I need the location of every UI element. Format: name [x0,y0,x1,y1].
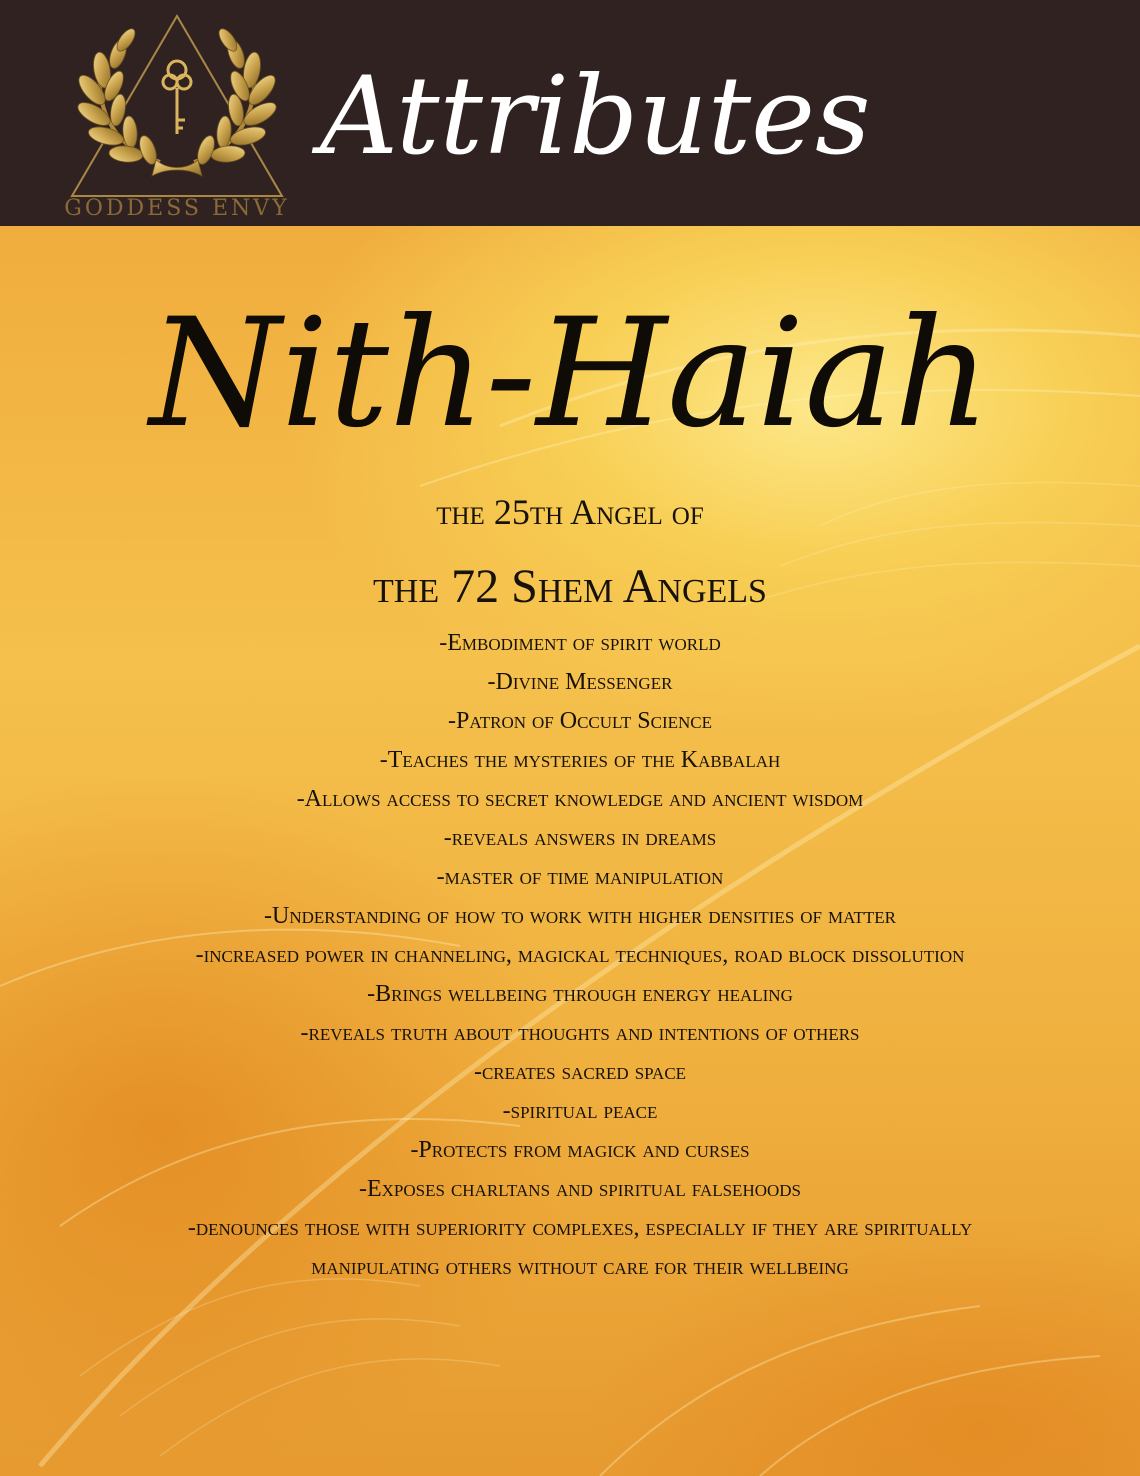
logo-text: GODDESS ENVY [64,196,290,221]
attribute-item: -Allows access to secret knowledge and ancient wisdom [296,786,864,812]
attribute-item: -Patron of Occult Science [448,708,712,734]
attribute-item: -Embodiment of spirit world [439,630,721,656]
attribute-item: -reveals truth about thoughts and intentions of others [300,1020,860,1046]
attributes-list [170,624,990,1287]
subtitle-line-2: the 72 Shem Angels [373,560,767,613]
attribute-item: -Divine Messenger [487,669,673,695]
subtitle-line-1: the 25th Angel of [436,492,704,532]
angel-name-title: Nith-Haiah [149,287,991,461]
attribute-item: -master of time manipulation [436,864,724,890]
attribute-item: -Exposes charltans and spiritual falsehoods [358,1176,802,1202]
header-band [0,0,1140,226]
attribute-item: -creates sacred space [473,1059,687,1085]
attribute-item: -spiritual peace [502,1098,658,1124]
attribute-item: -Brings wellbeing through energy healing [367,981,793,1007]
header-title: Attributes [320,54,871,179]
attribute-item: -denounces those with superiority complexes, especially if they are spiritually manipulating others without care for their wellbeing [187,1215,973,1280]
poster-body [0,226,1140,1476]
laurel-wreath-key-icon [52,10,302,200]
attribute-item: -increased power in channeling, magickal techniques, road block dissolution [195,942,965,968]
attribute-item: -Protects from magick and curses [410,1137,750,1163]
attribute-item: -Understanding of how to work with higher densities of matter [264,903,896,929]
attribute-item: -reveals answers in dreams [443,825,717,851]
goddess-envy-logo [52,10,302,220]
attribute-item: -Teaches the mysteries of the Kabbalah [379,747,781,773]
